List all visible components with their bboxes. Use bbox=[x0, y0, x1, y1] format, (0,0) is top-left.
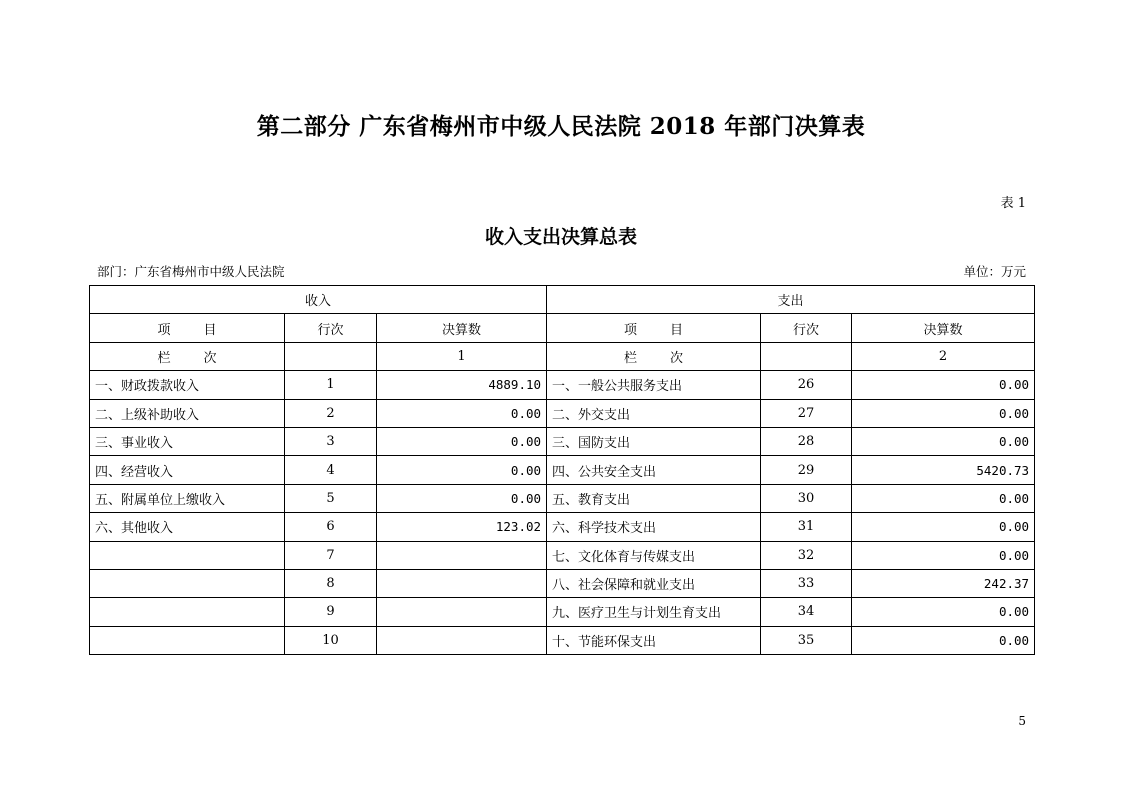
expenditure-item-cell: 六、科学技术支出 bbox=[547, 513, 761, 541]
income-item-cell bbox=[90, 626, 285, 654]
expenditure-item-cell: 九、医疗卫生与计划生育支出 bbox=[547, 598, 761, 626]
income-row-number-cell: 5 bbox=[285, 484, 377, 512]
expenditure-amount-cell: 0.00 bbox=[852, 399, 1035, 427]
expenditure-amount-cell: 0.00 bbox=[852, 541, 1035, 569]
expenditure-item-cell: 十、节能环保支出 bbox=[547, 626, 761, 654]
expenditure-row-number-cell: 32 bbox=[761, 541, 852, 569]
income-amount-cell bbox=[377, 541, 547, 569]
expenditure-row-number-cell: 26 bbox=[761, 371, 852, 399]
page-title: 第二部分 广东省梅州市中级人民法院 2018 年部门决算表 bbox=[256, 113, 866, 140]
table-row bbox=[90, 513, 1035, 541]
income-empty-cell bbox=[285, 342, 377, 370]
income-row-number-cell: 7 bbox=[285, 541, 377, 569]
income-column-number: 1 bbox=[377, 342, 547, 370]
income-column-label: 栏 次 bbox=[90, 342, 285, 370]
income-section-header: 收入 bbox=[90, 286, 547, 314]
income-item-cell: 六、其他收入 bbox=[90, 513, 285, 541]
income-row-number-cell: 1 bbox=[285, 371, 377, 399]
income-item-cell: 二、上级补助收入 bbox=[90, 399, 285, 427]
table-row bbox=[90, 427, 1035, 455]
income-amount-cell: 0.00 bbox=[377, 399, 547, 427]
expenditure-row-number-cell: 34 bbox=[761, 598, 852, 626]
expenditure-row-number-cell: 28 bbox=[761, 427, 852, 455]
expenditure-item-cell: 一、一般公共服务支出 bbox=[547, 371, 761, 399]
expenditure-row-number-cell: 31 bbox=[761, 513, 852, 541]
income-row-no-header: 行次 bbox=[285, 314, 377, 342]
expenditure-section-header: 支出 bbox=[547, 286, 1035, 314]
department-label: 部门：广东省梅州市中级人民法院 bbox=[97, 264, 285, 279]
page-number: 5 bbox=[1018, 714, 1026, 728]
expenditure-row-number-cell: 35 bbox=[761, 626, 852, 654]
table-row bbox=[90, 598, 1035, 626]
expenditure-amount-cell: 0.00 bbox=[852, 598, 1035, 626]
expenditure-amount-header: 决算数 bbox=[852, 314, 1035, 342]
income-amount-cell: 0.00 bbox=[377, 484, 547, 512]
income-item-cell: 三、事业收入 bbox=[90, 427, 285, 455]
expenditure-amount-cell: 0.00 bbox=[852, 371, 1035, 399]
expenditure-amount-cell: 5420.73 bbox=[852, 456, 1035, 484]
income-row-number-cell: 6 bbox=[285, 513, 377, 541]
expenditure-item-cell: 三、国防支出 bbox=[547, 427, 761, 455]
expenditure-column-label: 栏 次 bbox=[547, 342, 761, 370]
expenditure-row-number-cell: 30 bbox=[761, 484, 852, 512]
table-row bbox=[90, 371, 1035, 399]
expenditure-row-number-cell: 27 bbox=[761, 399, 852, 427]
table-number: 表 1 bbox=[1000, 196, 1026, 211]
table-title: 收入支出决算总表 bbox=[484, 226, 637, 248]
expenditure-amount-cell: 0.00 bbox=[852, 513, 1035, 541]
income-amount-header: 决算数 bbox=[377, 314, 547, 342]
income-item-cell bbox=[90, 598, 285, 626]
income-item-cell bbox=[90, 541, 285, 569]
expenditure-row-number-cell: 33 bbox=[761, 569, 852, 597]
table-row bbox=[90, 626, 1035, 654]
expenditure-item-cell: 七、文化体育与传媒支出 bbox=[547, 541, 761, 569]
expenditure-item-header: 项 目 bbox=[547, 314, 761, 342]
income-amount-cell bbox=[377, 626, 547, 654]
income-amount-cell bbox=[377, 598, 547, 626]
income-row-number-cell: 8 bbox=[285, 569, 377, 597]
table-row bbox=[90, 399, 1035, 427]
income-row-number-cell: 3 bbox=[285, 427, 377, 455]
income-row-number-cell: 10 bbox=[285, 626, 377, 654]
expenditure-item-cell: 五、教育支出 bbox=[547, 484, 761, 512]
expenditure-amount-cell: 0.00 bbox=[852, 484, 1035, 512]
income-row-number-cell: 9 bbox=[285, 598, 377, 626]
column-header-row bbox=[90, 314, 1035, 342]
income-expenditure-table bbox=[89, 285, 1035, 655]
income-item-cell bbox=[90, 569, 285, 597]
income-row-number-cell: 4 bbox=[285, 456, 377, 484]
income-item-cell: 五、附属单位上缴收入 bbox=[90, 484, 285, 512]
income-amount-cell: 123.02 bbox=[377, 513, 547, 541]
column-index-row bbox=[90, 342, 1035, 370]
expenditure-column-number: 2 bbox=[852, 342, 1035, 370]
income-amount-cell: 4889.10 bbox=[377, 371, 547, 399]
expenditure-row-number-cell: 29 bbox=[761, 456, 852, 484]
income-row-number-cell: 2 bbox=[285, 399, 377, 427]
expenditure-item-cell: 四、公共安全支出 bbox=[547, 456, 761, 484]
expenditure-empty-cell bbox=[761, 342, 852, 370]
expenditure-amount-cell: 242.37 bbox=[852, 569, 1035, 597]
income-amount-cell bbox=[377, 569, 547, 597]
expenditure-amount-cell: 0.00 bbox=[852, 626, 1035, 654]
income-amount-cell: 0.00 bbox=[377, 427, 547, 455]
income-item-cell: 一、财政拨款收入 bbox=[90, 371, 285, 399]
section-header-row bbox=[90, 286, 1035, 314]
unit-label: 单位：万元 bbox=[963, 264, 1026, 279]
expenditure-item-cell: 八、社会保障和就业支出 bbox=[547, 569, 761, 597]
income-item-cell: 四、经营收入 bbox=[90, 456, 285, 484]
table-row bbox=[90, 456, 1035, 484]
income-item-header: 项 目 bbox=[90, 314, 285, 342]
table-row bbox=[90, 541, 1035, 569]
table-row bbox=[90, 484, 1035, 512]
table-row bbox=[90, 569, 1035, 597]
income-amount-cell: 0.00 bbox=[377, 456, 547, 484]
expenditure-amount-cell: 0.00 bbox=[852, 427, 1035, 455]
expenditure-row-no-header: 行次 bbox=[761, 314, 852, 342]
expenditure-item-cell: 二、外交支出 bbox=[547, 399, 761, 427]
